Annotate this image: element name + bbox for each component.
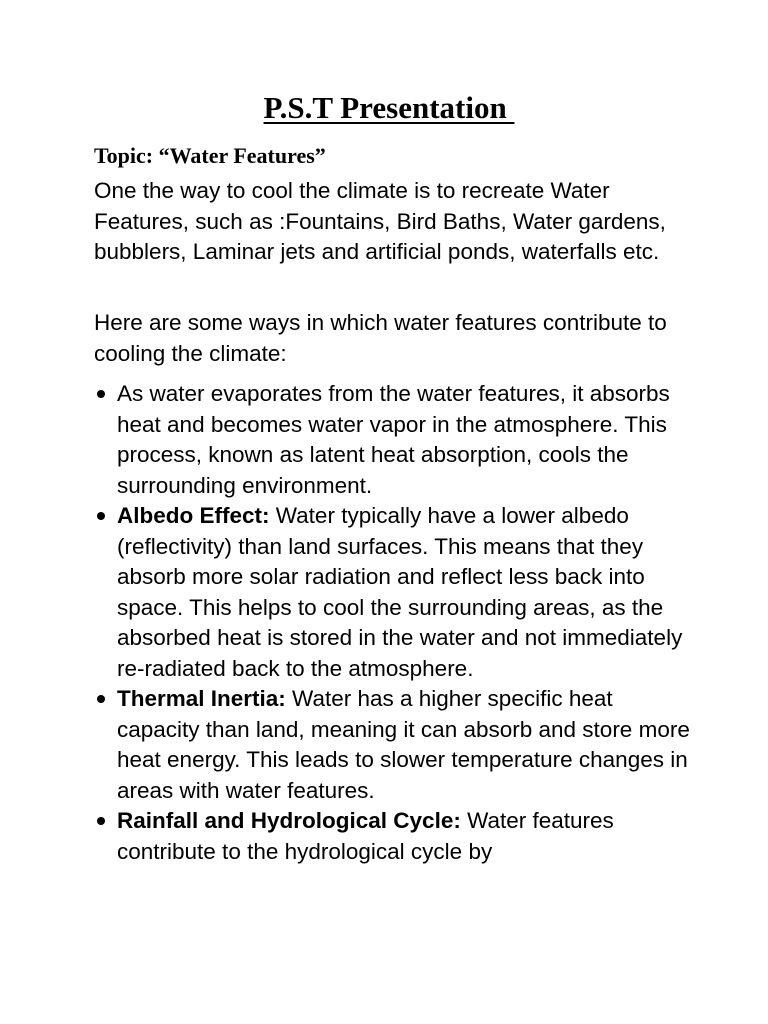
- list-item-text: Water has a higher specific heat capacity than land, meaning it can absorb and store more heat energy. This leads to slower temperature changes in areas with water features.: [117, 686, 690, 803]
- ways-intro-paragraph: Here are some ways in which water features contribute to cooling the climate:: [94, 310, 667, 366]
- bullet-icon: [97, 512, 105, 520]
- bullet-icon: [97, 390, 105, 398]
- list-item-heading: Rainfall and Hydrological Cycle:: [117, 808, 461, 833]
- page-title-text: P.S.T Presentation: [263, 90, 515, 125]
- intro-paragraph: One the way to cool the climate is to recreate Water Features, such as :Fountains, Bird Baths, Water gardens, bubblers, Laminar jets and artificial ponds, waterfalls etc.: [94, 178, 666, 264]
- list-item-hydrological-cycle: [94, 806, 694, 867]
- list-item-text: Water features contribute to the hydrological cycle by: [117, 808, 614, 864]
- topic-heading: Topic: “Water Features”: [94, 143, 326, 168]
- list-item-evaporation: [94, 379, 694, 501]
- list-item-thermal-inertia: [94, 684, 694, 806]
- list-item-text: As water evaporates from the water features, it absorbs heat and becomes water vapor in the atmosphere. This process, known as latent heat absorption, cools the surrounding environment.: [117, 381, 670, 498]
- page-title: [0, 88, 768, 128]
- list-item-albedo-effect: [94, 501, 694, 684]
- list-item-text: Water typically have a lower albedo (reflectivity) than land surfaces. This means that they absorb more solar radiation and reflect less back into space. This helps to cool the surrounding areas, as the absorbed heat is stored in the water and not immediately re-radiated back to the atmosphere.: [117, 503, 683, 681]
- list-item-heading: Thermal Inertia:: [117, 686, 286, 711]
- bullet-icon: [97, 817, 105, 825]
- list-item-heading: Albedo Effect:: [117, 503, 270, 528]
- cooling-ways-list: [94, 379, 694, 867]
- bullet-icon: [97, 695, 105, 703]
